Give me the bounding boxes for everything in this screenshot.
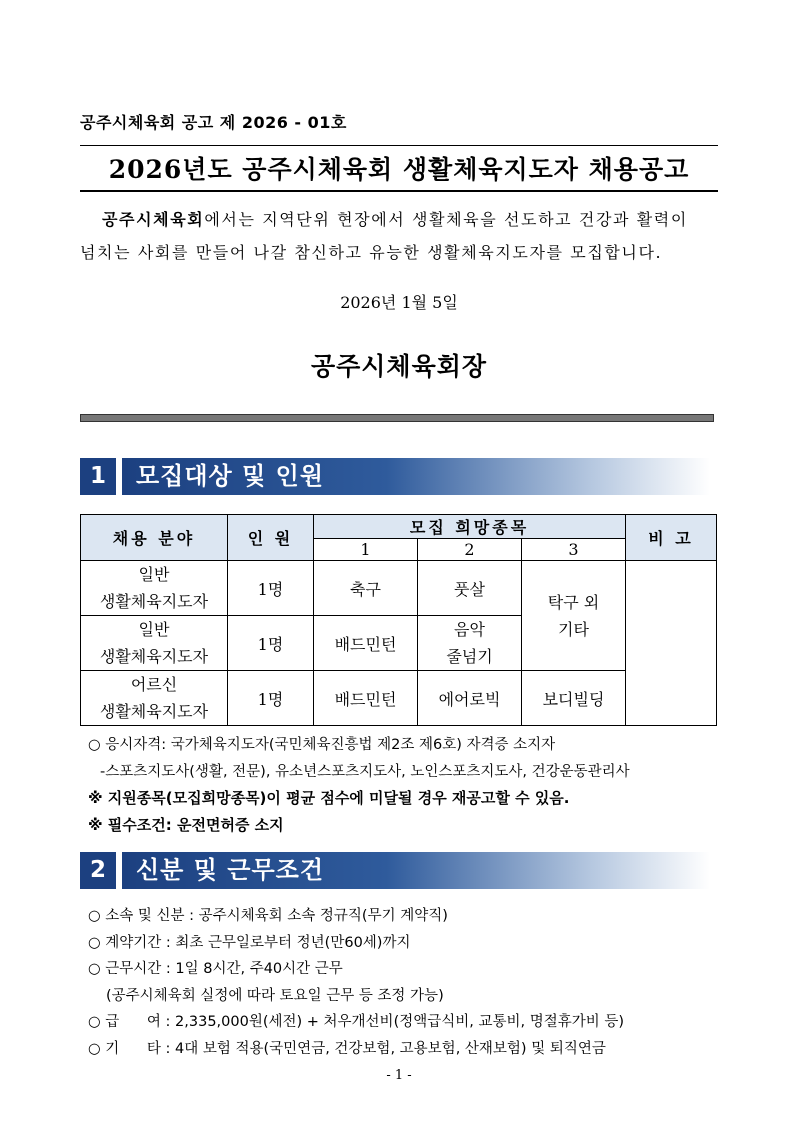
section-2-items (88, 903, 624, 1062)
list-item: ○ 기 타 : 4대 보험 적용(국민연금, 건강보험, 고용보험, 산재보험) 및 퇴직연금 (88, 1040, 606, 1057)
cell-sport-2: 에어로빅 (418, 671, 522, 726)
header-sport-col: 3 (522, 539, 626, 561)
list-item: ○ 계약기간 : 최초 근무일로부터 정년(만60세)까지 (88, 934, 411, 951)
cell-field (81, 671, 228, 726)
divider-bar (80, 414, 714, 422)
cell-count: 1명 (228, 616, 314, 671)
required-condition: ※ 필수조건: 운전면허증 소지 (88, 815, 284, 834)
cell-sport-2-line2: 줄넘기 (446, 647, 493, 666)
intro-line2: 넘치는 사회를 만들어 나갈 참신하고 유능한 생활체육지도자를 모집합니다. (80, 243, 663, 262)
intro-line1: 에서는 지역단위 현장에서 생활체육을 선도하고 건강과 활력이 (204, 210, 688, 229)
header-sports: 모집 희망종목 (314, 515, 626, 539)
cell-field (81, 616, 228, 671)
table-row (81, 671, 717, 726)
cell-sport-2-line1: 음악 (454, 620, 485, 639)
section-2-header (80, 852, 710, 889)
section-1-notes (88, 732, 630, 838)
cell-count: 1명 (228, 671, 314, 726)
header-sport-col: 1 (314, 539, 418, 561)
section-2-title: 신분 및 근무조건 (122, 852, 710, 889)
cell-sport-1: 배드민턴 (314, 616, 418, 671)
cell-field (81, 561, 228, 616)
table-row (81, 561, 717, 616)
recruitment-table (80, 514, 717, 726)
cell-sport-3-line2: 기타 (558, 619, 589, 639)
header-note: 비 고 (626, 515, 717, 561)
cell-field-line2: 생활체육지도자 (99, 702, 209, 721)
page-title: 2026년도 공주시체육회 생활체육지도자 채용공고 (108, 155, 690, 184)
list-item: ○ 급 여 : 2,335,000원(세전) + 처우개선비(정액급식비, 교통비, 명절휴가비 등) (88, 1014, 625, 1030)
cell-sport-3-merged (522, 561, 626, 671)
cell-sport-2: 풋살 (418, 561, 522, 616)
cell-field-line2: 생활체육지도자 (99, 592, 209, 611)
list-item: ○ 소속 및 신분 : 공주시체육회 소속 정규직(무기 계약직) (88, 908, 448, 924)
header-count: 인 원 (228, 515, 314, 561)
header-field: 채용 분야 (81, 515, 228, 561)
section-1-number: 1 (80, 458, 116, 495)
page-number: - 1 - (386, 1068, 412, 1083)
title-top-rule (80, 145, 718, 146)
cell-sport-3-line1: 탁구 외 (547, 592, 600, 612)
cell-sport-1: 축구 (314, 561, 418, 616)
section-1-title: 모집대상 및 인원 (122, 458, 710, 495)
intro-paragraph (80, 203, 718, 269)
cell-sport-1: 배드민턴 (314, 671, 418, 726)
list-item: ○ 근무시간 : 1일 8시간, 주40시간 근무 (88, 961, 343, 977)
cell-sport-2 (418, 616, 522, 671)
qualification-line: ○ 응시자격: 국가체육지도자(국민체육진흥법 제2조 제6호) 자격증 소지자 (88, 737, 556, 753)
signer: 공주시체육회장 (310, 352, 488, 381)
cell-count: 1명 (228, 561, 314, 616)
notice-number: 공주시체육회 공고 제 2026 - 01호 (80, 113, 347, 132)
re-notice-warning: ※ 지원종목(모집희망종목)이 평균 점수에 미달될 경우 재공고할 수 있음. (88, 789, 570, 807)
notice-date: 2026년 1월 5일 (340, 293, 458, 312)
list-item: (공주시체육회 실정에 따라 토요일 근무 등 조정 가능) (106, 987, 444, 1004)
cell-field-line1: 어르신 (130, 675, 178, 694)
cell-field-line2: 생활체육지도자 (99, 647, 209, 666)
section-1-header (80, 458, 710, 495)
cell-field-line1: 일반 (138, 565, 170, 584)
title-bottom-rule (80, 190, 718, 192)
intro-org-name: 공주시체육회 (102, 210, 205, 229)
qualification-detail-line: -스포츠지도사(생활, 전문), 유소년스포츠지도사, 노인스포츠지도사, 건강운동관리사 (100, 763, 630, 780)
cell-sport-3: 보디빌딩 (522, 671, 626, 726)
header-sport-col: 2 (418, 539, 522, 561)
section-2-number: 2 (80, 852, 116, 889)
cell-field-line1: 일반 (138, 620, 170, 639)
cell-note (626, 561, 717, 726)
